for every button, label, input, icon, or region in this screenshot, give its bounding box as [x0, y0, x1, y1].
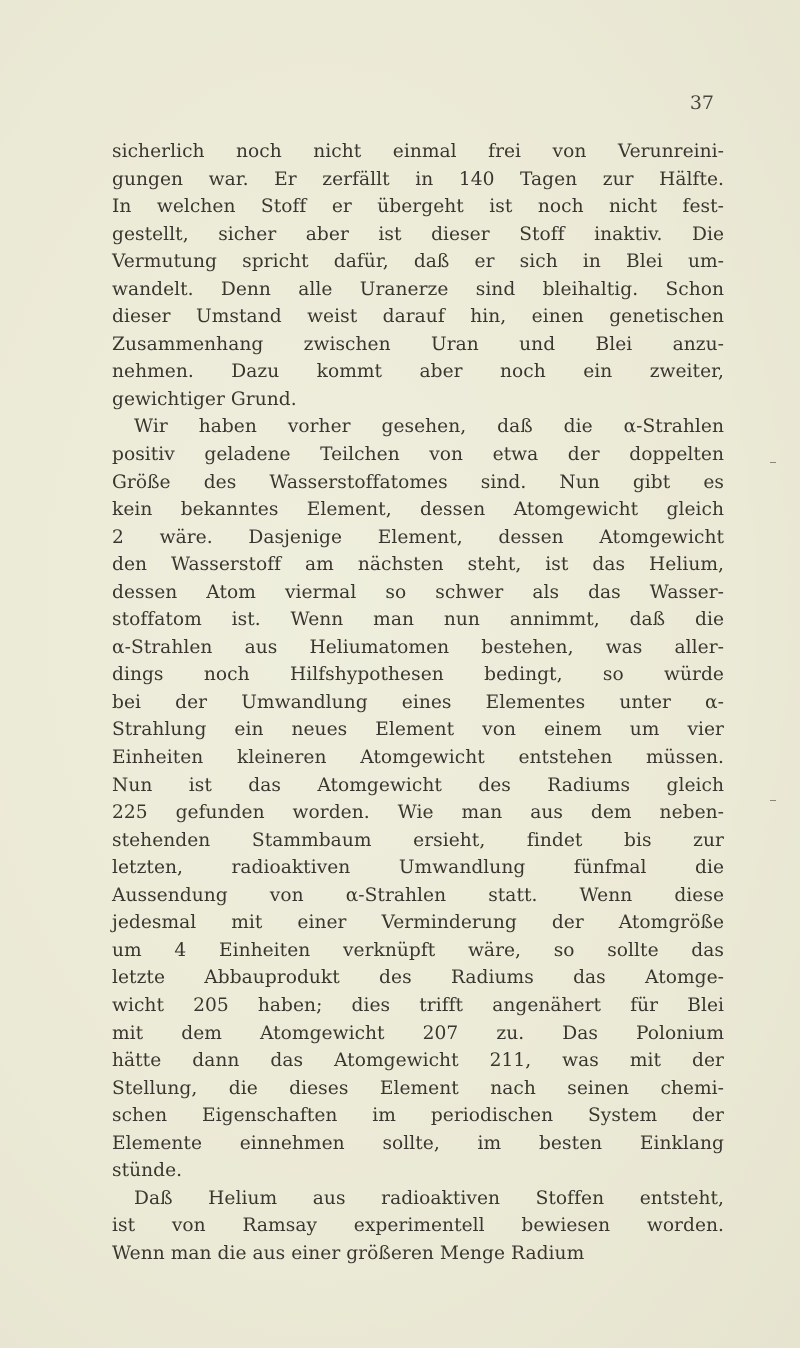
text-line: nehmen. Dazu kommt aber noch ein zweiter,	[112, 361, 724, 383]
text-line: kein bekanntes Element, dessen Atomgewicht gleich	[112, 499, 724, 521]
margin-mark	[770, 800, 776, 801]
text-line: mit dem Atomgewicht 207 zu. Das Polonium	[112, 1022, 724, 1044]
text-line: um 4 Einheiten verknüpft wäre, so sollte das	[112, 939, 724, 961]
text-line: wandelt. Denn alle Uranerze sind bleihaltig. Schon	[112, 278, 724, 300]
text-line: bei der Umwandlung eines Elementes unter α-	[112, 691, 724, 713]
text-line: In welchen Stoff er übergeht ist noch nicht fest-	[112, 196, 724, 218]
text-line: Größe des Wasserstoffatomes sind. Nun gibt es	[112, 471, 724, 493]
text-line: sicherlich noch nicht einmal frei von Verunreini-	[112, 141, 724, 162]
text-line: 225 gefunden worden. Wie man aus dem neben-	[112, 802, 724, 824]
text-line: dieser Umstand weist darauf hin, einen genetischen	[112, 306, 724, 328]
text-line: schen Eigenschaften im periodischen System der	[112, 1105, 724, 1127]
text-line: wicht 205 haben; dies trifft angenähert für Blei	[112, 994, 724, 1016]
text-line: den Wasserstoff am nächsten steht, ist das Helium,	[112, 554, 724, 576]
text-line: Vermutung spricht dafür, daß er sich in Blei um-	[112, 251, 724, 273]
text-line: 2 wäre. Dasjenige Element, dessen Atomgewicht	[112, 526, 724, 548]
text-line: dessen Atom viermal so schwer als das Wasser-	[112, 581, 724, 603]
text-line: Strahlung ein neues Element von einem um vier	[112, 719, 724, 741]
text-line: Aussendung von α-Strahlen statt. Wenn diese	[112, 884, 724, 906]
text-line: Einheiten kleineren Atomgewicht entstehen müssen.	[112, 747, 724, 769]
text-line: Stellung, die dieses Element nach seinen chemi-	[112, 1077, 724, 1099]
text-line: Wir haben vorher gesehen, daß die α-Strahlen	[134, 416, 724, 438]
text-line: stünde.	[112, 1160, 183, 1182]
text-line: stoffatom ist. Wenn man nun annimmt, daß die	[112, 609, 724, 631]
page-number: 37	[689, 92, 714, 114]
text-line: stehenden Stammbaum ersieht, findet bis zur	[112, 829, 724, 851]
text-line: letzte Abbauprodukt des Radiums das Atomge-	[112, 967, 724, 989]
text-line: Wenn man die aus einer größeren Menge Radium	[112, 1242, 585, 1264]
text-line: gestellt, sicher aber ist dieser Stoff inaktiv. Die	[112, 223, 724, 245]
text-line: α-Strahlen aus Heliumatomen bestehen, was aller-	[112, 636, 724, 658]
text-line: Elemente einnehmen sollte, im besten Einklang	[112, 1132, 724, 1154]
margin-mark	[770, 462, 776, 463]
text-line: hätte dann das Atomgewicht 211, was mit der	[112, 1050, 724, 1072]
text-line: jedesmal mit einer Verminderung der Atomgröße	[112, 912, 724, 934]
text-line: gungen war. Er zerfällt in 140 Tagen zur Hälfte.	[112, 168, 724, 190]
text-line: Daß Helium aus radioaktiven Stoffen entsteht,	[134, 1187, 724, 1209]
text-line: dings noch Hilfshypothesen bedingt, so würde	[112, 664, 724, 686]
text-line: positiv geladene Teilchen von etwa der doppelten	[112, 444, 724, 466]
body-text	[112, 138, 724, 1267]
text-line: gewichtiger Grund.	[112, 388, 297, 410]
text-line: ist von Ramsay experimentell bewiesen worden.	[112, 1215, 724, 1237]
text-line: Zusammenhang zwischen Uran und Blei anzu-	[112, 333, 724, 355]
text-line: letzten, radioaktiven Umwandlung fünfmal die	[112, 857, 724, 879]
text-line: Nun ist das Atomgewicht des Radiums gleich	[112, 774, 724, 796]
